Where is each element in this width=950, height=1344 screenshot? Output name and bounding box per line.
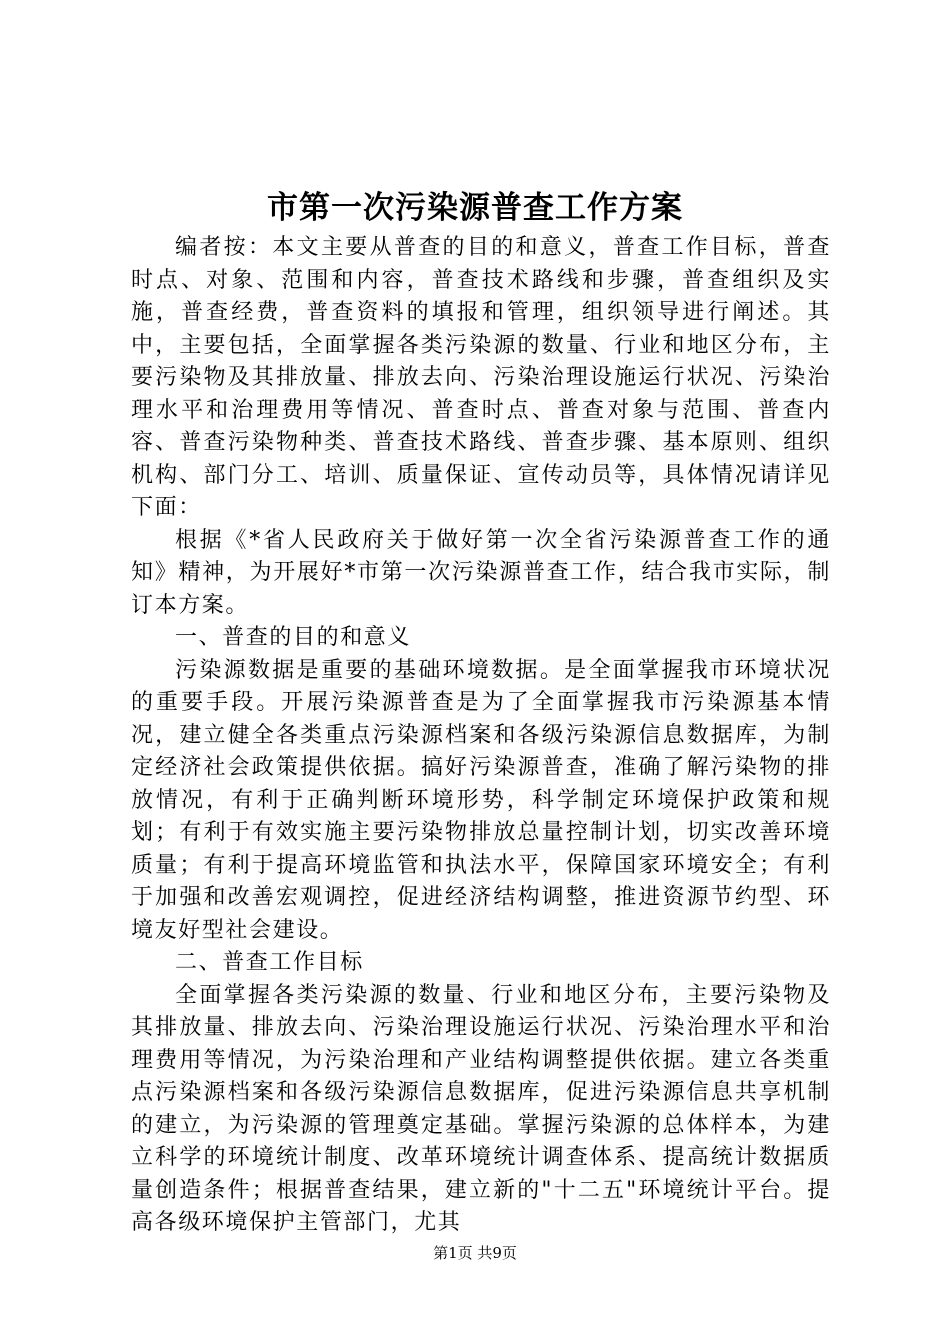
editor-note-paragraph: 编者按：本文主要从普查的目的和意义，普查工作目标，普查时点、对象、范围和内容，普查技术路线和步骤，普查组织及实施，普查经费，普查资料的填报和管理，组织领导进行阐述。其中，主要包括，全面掌握各类污染源的数量、行业和地区分布，主要污染物及其排放量、排放去向、污染治理设施运行状况、污染治理水平和治理费用等情况、普查时点、普查对象与范围、普查内容、普查污染物种类、普查技术路线、普查步骤、基本原则、组织机构、部门分工、培训、质量保证、宣传动员等，具体情况请详见下面：	[131, 235, 831, 520]
section-heading-goals: 二、普查工作目标	[175, 950, 364, 975]
document-title: 市第一次污染源普查工作方案	[267, 190, 683, 226]
intro-paragraph: 根据《*省人民政府关于做好第一次全省污染源普查工作的通知》精神，为开展好*市第一次污染源普查工作，结合我市实际，制订本方案。	[131, 527, 831, 618]
goals-paragraph: 全面掌握各类污染源的数量、行业和地区分布，主要污染物及其排放量、排放去向、污染治理设施运行状况、污染治理水平和治理费用等情况，为污染治理和产业结构调整提供依据。建立各类重点污染源档案和各级污染源信息数据库，促进污染源信息共享机制的建立，为污染源的管理奠定基础。掌握污染源的总体样本，为建立科学的环境统计制度、改革环境统计调查体系、提高统计数据质量创造条件；根据普查结果，建立新的"十二五"环境统计平台。提高各级环境保护主管部门，尤其	[131, 982, 831, 1235]
section-heading-purpose: 一、普查的目的和意义	[175, 625, 412, 650]
document-body	[131, 232, 831, 1240]
page-number-footer: 第1页 共9页	[433, 1244, 517, 1262]
purpose-paragraph: 污染源数据是重要的基础环境数据。是全面掌握我市环境状况的重要手段。开展污染源普查是为了全面掌握我市污染源基本情况，建立健全各类重点污染源档案和各级污染源信息数据库，为制定经济社会政策提供依据。搞好污染源普查，准确了解污染物的排放情况，有利于正确判断环境形势，科学制定环境保护政策和规划；有利于有效实施主要污染物排放总量控制计划，切实改善环境质量；有利于提高环境监管和执法水平，保障国家环境安全；有利于加强和改善宏观调控，促进经济结构调整，推进资源节约型、环境友好型社会建设。	[131, 657, 831, 943]
